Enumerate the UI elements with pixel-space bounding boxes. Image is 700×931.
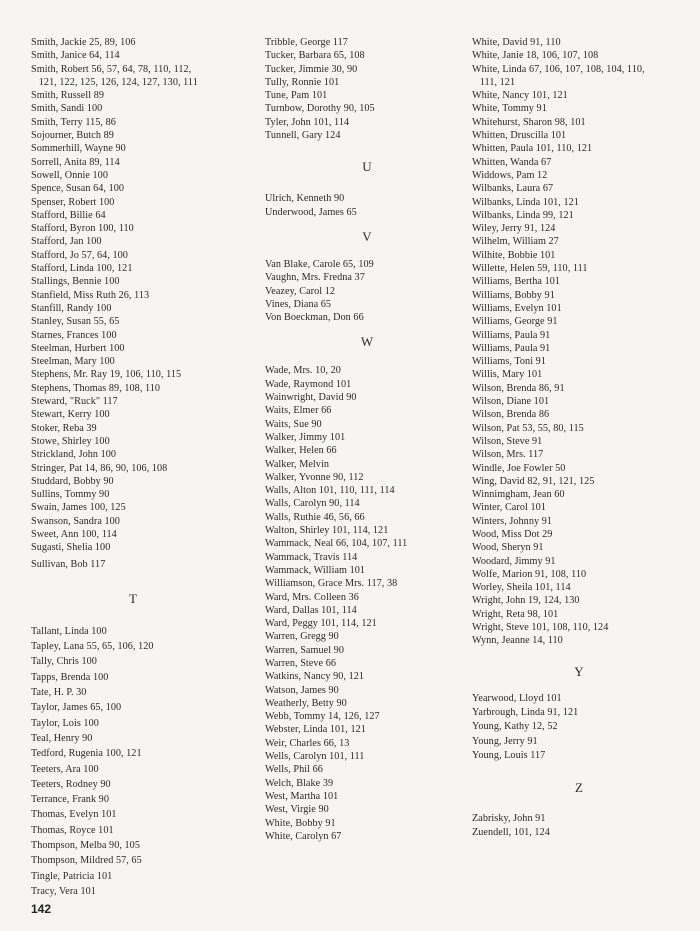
index-entry: Williams, Paula 91 bbox=[472, 342, 551, 354]
index-entry: Walls, Alton 101, 110, 111, 114 bbox=[265, 485, 395, 497]
index-entry: Wilson, Diane 101 bbox=[472, 396, 550, 408]
index-entry: Stephens, Thomas 89, 108, 110 bbox=[31, 382, 161, 394]
index-entry: Stephens, Mr. Ray 19, 106, 110, 115 bbox=[31, 369, 182, 381]
index-entry: Teeters, Ara 100 bbox=[31, 763, 99, 775]
index-entry: Wright, Reta 98, 101 bbox=[472, 608, 559, 620]
index-entry: Tracy, Vera 101 bbox=[31, 885, 96, 897]
index-entry: Ulrich, Kenneth 90 bbox=[265, 193, 345, 205]
index-entry: Tucker, Barbara 65, 108 bbox=[265, 50, 365, 62]
index-entry: White, Carolyn 67 bbox=[265, 830, 342, 842]
index-entry: Thomas, Royce 101 bbox=[31, 824, 114, 836]
index-entry: Stoker, Reba 39 bbox=[31, 422, 97, 434]
index-column-2 bbox=[265, 36, 470, 843]
index-entry: Ward, Dallas 101, 114 bbox=[265, 604, 357, 616]
index-entry: Steward, "Ruck" 117 bbox=[31, 396, 118, 408]
index-entry: Tucker, Jimmie 30, 90 bbox=[265, 63, 358, 75]
index-entry: Woodard, Jimmy 91 bbox=[472, 555, 556, 567]
index-entry: Stewart, Kerry 100 bbox=[31, 409, 110, 421]
section-letter-heading: T bbox=[129, 590, 138, 606]
index-entry: Winters, Johnny 91 bbox=[472, 515, 553, 527]
index-entry: Widdows, Pam 12 bbox=[472, 169, 548, 181]
index-entry: Webb, Tommy 14, 126, 127 bbox=[265, 711, 380, 723]
index-entry: Wells, Carolyn 101, 111 bbox=[265, 751, 365, 763]
index-entry: Williams, Evelyn 101 bbox=[472, 302, 562, 314]
section-letter-heading: W bbox=[360, 334, 375, 350]
index-entry: Wells, Phil 66 bbox=[265, 764, 323, 776]
index-entry: Williams, Bobby 91 bbox=[472, 289, 555, 301]
index-entry: Stanfill, Randy 100 bbox=[31, 302, 112, 314]
index-entry: Wilson, Brenda 86, 91 bbox=[472, 382, 565, 394]
index-entry: White, Tommy 91 bbox=[472, 103, 547, 115]
index-entry: Smith, Janice 64, 114 bbox=[31, 50, 120, 62]
index-entry: Winter, Carol 101 bbox=[472, 502, 546, 514]
spacer bbox=[472, 796, 687, 812]
index-entry: Starnes, Frances 100 bbox=[31, 329, 117, 341]
spacer bbox=[265, 175, 470, 192]
index-entry: Stafford, Jan 100 bbox=[31, 236, 102, 248]
index-entry: Stallings, Bennie 100 bbox=[31, 276, 120, 288]
index-entry: Sorrell, Anita 89, 114 bbox=[31, 156, 120, 168]
index-entry: 111, 121 bbox=[472, 76, 516, 88]
index-entry: Wilson, Steve 91 bbox=[472, 435, 543, 447]
index-entry: Wright, Steve 101, 108, 110, 124 bbox=[472, 622, 609, 634]
spacer bbox=[31, 607, 236, 625]
index-entry: West, Martha 101 bbox=[265, 790, 339, 802]
index-entry: White, Nancy 101, 121 bbox=[472, 90, 568, 102]
index-entry: Walls, Carolyn 90, 114 bbox=[265, 498, 360, 510]
index-entry: Zuendell, 101, 124 bbox=[472, 827, 550, 839]
index-entry: Walker, Yvonne 90, 112 bbox=[265, 471, 364, 483]
index-entry: Watkins, Nancy 90, 121 bbox=[265, 671, 365, 683]
spacer bbox=[265, 324, 470, 334]
index-entry: Thomas, Evelyn 101 bbox=[31, 809, 117, 821]
index-entry: Sojourner, Butch 89 bbox=[31, 130, 114, 142]
index-entry: Steelman, Mary 100 bbox=[31, 356, 115, 368]
index-entry: West, Virgie 90 bbox=[265, 804, 329, 816]
index-entry: Warren, Samuel 90 bbox=[265, 644, 344, 656]
index-entry: Swanson, Sandra 100 bbox=[31, 515, 120, 527]
index-entry: Studdard, Bobby 90 bbox=[31, 475, 114, 487]
spacer bbox=[265, 142, 470, 159]
index-entry: Whitehurst, Sharon 98, 101 bbox=[472, 116, 586, 128]
index-entry: Wiley, Jerry 91, 124 bbox=[472, 223, 556, 235]
spacer bbox=[265, 350, 470, 364]
index-entry: Stafford, Billie 64 bbox=[31, 209, 106, 221]
spacer bbox=[265, 219, 470, 229]
index-entry: Walker, Jimmy 101 bbox=[265, 431, 346, 443]
index-entry: Worley, Sheila 101, 114 bbox=[472, 582, 571, 594]
index-entry: Smith, Jackie 25, 89, 106 bbox=[31, 37, 136, 48]
index-entry: Wing, David 82, 91, 121, 125 bbox=[472, 475, 595, 487]
index-entry: Tribble, George 117 bbox=[265, 37, 348, 48]
index-entry: Tune, Pam 101 bbox=[265, 90, 328, 102]
index-entry: Sugasti, Shelia 100 bbox=[31, 542, 111, 554]
index-entry: Walls, Ruthie 46, 56, 66 bbox=[265, 511, 365, 523]
index-entry: Stafford, Jo 57, 64, 100 bbox=[31, 249, 128, 261]
index-entry: Wynn, Jeanne 14, 110 bbox=[472, 635, 563, 647]
index-entry: Tedford, Rugenia 100, 121 bbox=[31, 748, 142, 760]
index-entry: Williamson, Grace Mrs. 117, 38 bbox=[265, 578, 398, 590]
section-letter-heading: Z bbox=[575, 780, 584, 796]
index-entry: Veazey, Carol 12 bbox=[265, 285, 336, 297]
spacer bbox=[472, 648, 687, 664]
index-entry: Wilson, Pat 53, 55, 80, 115 bbox=[472, 422, 584, 434]
index-entry: Underwood, James 65 bbox=[265, 206, 357, 218]
index-entry: Wilbanks, Linda 99, 121 bbox=[472, 209, 574, 221]
index-entry: Wilson, Brenda 86 bbox=[472, 409, 550, 421]
spacer bbox=[265, 245, 470, 258]
index-entry: Spence, Susan 64, 100 bbox=[31, 183, 125, 195]
index-entry: Weir, Charles 66, 13 bbox=[265, 737, 350, 749]
index-entry: Vines, Diana 65 bbox=[265, 298, 332, 310]
index-entry: Wilhite, Bobbie 101 bbox=[472, 249, 556, 261]
index-entry: Smith, Robert 56, 57, 64, 78, 110, 112, bbox=[31, 63, 192, 75]
index-entry: Yearwood, Lloyd 101 bbox=[472, 692, 562, 704]
index-entry: Tyler, John 101, 114 bbox=[265, 116, 350, 128]
index-entry: Sweet, Ann 100, 114 bbox=[31, 528, 117, 540]
index-entry: Wilson, Mrs. 117 bbox=[472, 449, 544, 461]
index-entry: Sullivan, Bob 117 bbox=[31, 558, 106, 570]
index-entry: Ward, Mrs. Colleen 36 bbox=[265, 591, 359, 603]
index-entry: Watson, James 90 bbox=[265, 684, 339, 696]
index-entry: Willis, Mary 101 bbox=[472, 369, 543, 381]
index-entry: Wright, John 19, 124, 130 bbox=[472, 595, 580, 607]
index-entry: Smith, Sandi 100 bbox=[31, 103, 103, 115]
index-entry: Teeters, Rodney 90 bbox=[31, 778, 111, 790]
index-entry: Sommerhill, Wayne 90 bbox=[31, 143, 126, 155]
index-entry: Yarbrough, Linda 91, 121 bbox=[472, 706, 579, 718]
index-entry: Stanley, Susan 55, 65 bbox=[31, 316, 120, 328]
index-entry: Walker, Helen 66 bbox=[265, 445, 337, 457]
index-entry: Warren, Gregg 90 bbox=[265, 631, 339, 643]
index-entry: Wade, Mrs. 10, 20 bbox=[265, 365, 341, 377]
index-entry: Wilhelm, William 27 bbox=[472, 236, 559, 248]
index-entry: Von Boeckman, Don 66 bbox=[265, 312, 364, 324]
index-entry: Smith, Russell 89 bbox=[31, 90, 105, 102]
index-entry: Sowell, Onnie 100 bbox=[31, 169, 108, 181]
index-entry: Spenser, Robert 100 bbox=[31, 196, 115, 208]
index-entry: Williams, Toni 91 bbox=[472, 356, 546, 368]
index-entry: Wammack, Travis 114 bbox=[265, 551, 358, 563]
index-entry: Steelman, Hurbert 100 bbox=[31, 342, 125, 354]
index-entry: Smith, Terry 115, 86 bbox=[31, 116, 116, 128]
index-entry: Wainwright, David 90 bbox=[265, 392, 357, 404]
index-column-3 bbox=[472, 36, 687, 840]
page-number: 142 bbox=[31, 902, 52, 916]
index-entry: Stringer, Pat 14, 86, 90, 106, 108 bbox=[31, 462, 168, 474]
index-entry: Tunnell, Gary 124 bbox=[265, 130, 341, 142]
index-entry: Welch, Blake 39 bbox=[265, 777, 334, 789]
spacer bbox=[472, 680, 687, 692]
index-entry: Whitten, Wanda 67 bbox=[472, 156, 552, 168]
index-entry: Tully, Ronnie 101 bbox=[265, 76, 340, 88]
index-entry: Whitten, Paula 101, 110, 121 bbox=[472, 143, 593, 155]
index-entry: Tapps, Brenda 100 bbox=[31, 671, 109, 683]
index-entry: White, Janie 18, 106, 107, 108 bbox=[472, 50, 599, 62]
index-entry: Waits, Elmer 66 bbox=[265, 405, 332, 417]
index-entry: Wilbanks, Linda 101, 121 bbox=[472, 196, 579, 208]
index-entry: Warren, Steve 66 bbox=[265, 657, 336, 669]
index-entry: Walker, Melvin bbox=[265, 458, 329, 470]
index-entry: White, Linda 67, 106, 107, 108, 104, 110, bbox=[472, 63, 645, 75]
index-entry: Walton, Shirley 101, 114, 121 bbox=[265, 525, 389, 537]
index-entry: Tingle, Patricia 101 bbox=[31, 870, 113, 882]
index-entry: Wood, Sheryn 91 bbox=[472, 542, 544, 554]
index-entry: Windle, Joe Fowler 50 bbox=[472, 462, 566, 474]
index-entry: Strickland, John 100 bbox=[31, 449, 117, 461]
index-entry: Williams, George 91 bbox=[472, 316, 558, 328]
index-entry: Sullins, Tommy 90 bbox=[31, 489, 110, 501]
index-entry: Swain, James 100, 125 bbox=[31, 502, 126, 514]
index-entry: Stafford, Byron 100, 110 bbox=[31, 223, 134, 235]
index-entry: Willette, Helen 59, 110, 111 bbox=[472, 263, 588, 275]
index-entry: Wammack, William 101 bbox=[265, 564, 366, 576]
index-entry: Young, Jerry 91 bbox=[472, 735, 538, 747]
index-entry: White, David 91, 110 bbox=[472, 37, 561, 48]
index-entry: Ward, Peggy 101, 114, 121 bbox=[265, 618, 377, 630]
index-entry: Thompson, Melba 90, 105 bbox=[31, 840, 140, 852]
index-entry: Wade, Raymond 101 bbox=[265, 378, 352, 390]
index-entry: Terrance, Frank 90 bbox=[31, 794, 109, 806]
index-entry: Taylor, Lois 100 bbox=[31, 717, 99, 729]
index-entry: Van Blake, Carole 65, 109 bbox=[265, 258, 374, 270]
index-entry: Taylor, James 65, 100 bbox=[31, 702, 122, 714]
index-entry: Zabrisky, John 91 bbox=[472, 813, 546, 825]
index-column-1 bbox=[31, 36, 236, 898]
section-letter-heading: Y bbox=[574, 663, 585, 679]
index-entry: Wood, Miss Dot 29 bbox=[472, 528, 553, 540]
spacer bbox=[31, 571, 236, 591]
index-entry: Waits, Sue 90 bbox=[265, 418, 322, 430]
index-entry: Wolfe, Marion 91, 108, 110 bbox=[472, 568, 587, 580]
index-entry: Whitten, Druscilla 101 bbox=[472, 130, 567, 142]
index-entry: Winnimgham, Jean 60 bbox=[472, 489, 565, 501]
section-letter-heading: U bbox=[362, 159, 373, 175]
index-entry: Stafford, Linda 100, 121 bbox=[31, 263, 133, 275]
index-entry: Teal, Henry 90 bbox=[31, 732, 93, 744]
index-entry: Stowe, Shirley 100 bbox=[31, 435, 110, 447]
index-entry: Webster, Linda 101, 121 bbox=[265, 724, 366, 736]
index-entry: White, Bobby 91 bbox=[265, 817, 336, 829]
index-entry: Young, Kathy 12, 52 bbox=[472, 721, 558, 733]
index-entry: Tallant, Linda 100 bbox=[31, 625, 107, 637]
index-entry: Tapley, Lana 55, 65, 106, 120 bbox=[31, 641, 154, 653]
index-entry: Turnbow, Dorothy 90, 105 bbox=[265, 103, 375, 115]
section-letter-heading: V bbox=[362, 228, 373, 244]
index-entry: Tally, Chris 100 bbox=[31, 656, 97, 668]
spacer bbox=[472, 762, 687, 780]
index-entry: Weatherly, Betty 90 bbox=[265, 697, 347, 709]
index-entry: Williams, Paula 91 bbox=[472, 329, 551, 341]
index-entry: Williams, Bertha 101 bbox=[472, 276, 561, 288]
index-entry: Tate, H. P. 30 bbox=[31, 687, 87, 699]
index-entry: Wammack, Neal 66, 104, 107, 111 bbox=[265, 538, 408, 550]
index-entry: Stanfield, Miss Ruth 26, 113 bbox=[31, 289, 150, 301]
index-entry: Young, Louis 117 bbox=[472, 749, 546, 761]
index-entry: Thompson, Mildred 57, 65 bbox=[31, 855, 142, 867]
index-entry: 121, 122, 125, 126, 124, 127, 130, 111 bbox=[31, 76, 198, 88]
index-entry: Wilbanks, Laura 67 bbox=[472, 183, 554, 195]
index-entry: Vaughn, Mrs. Fredna 37 bbox=[265, 272, 365, 284]
